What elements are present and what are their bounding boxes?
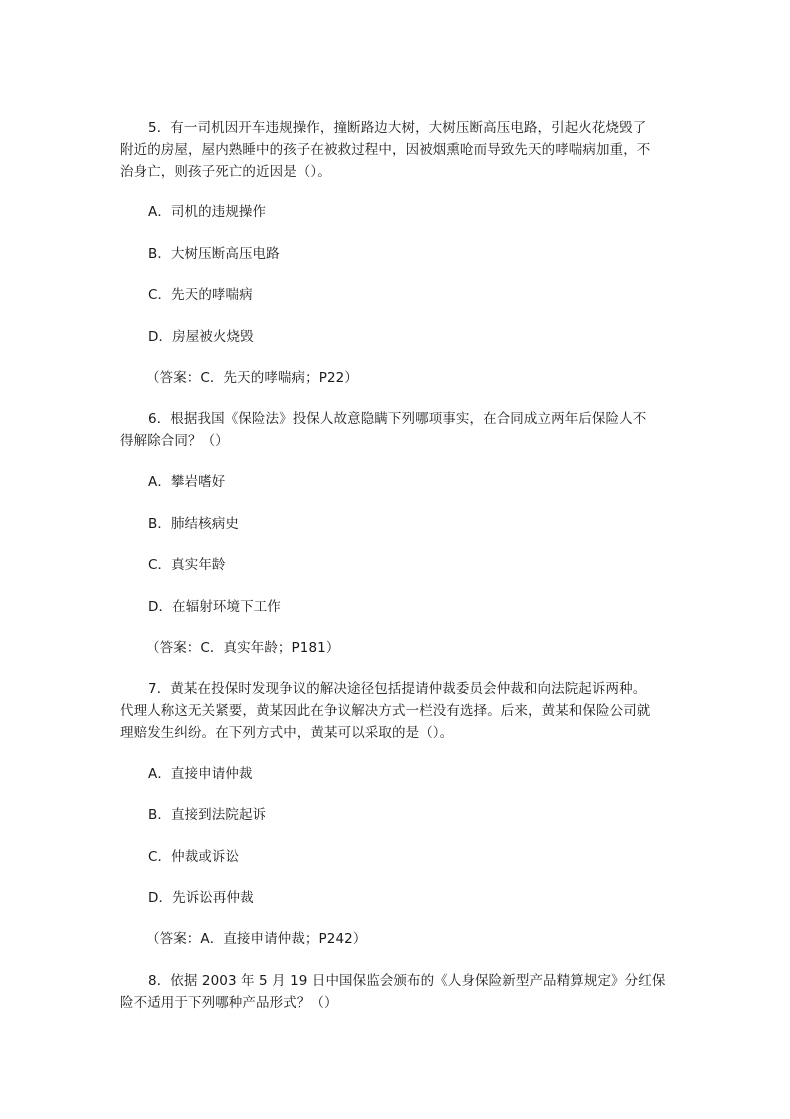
question-6-option-a: A．攀岩嗜好 xyxy=(148,474,226,490)
question-6-option-b: B．肺结核病史 xyxy=(148,516,239,532)
question-7-line-1: 7．黄某在投保时发现争议的解决途径包括提请仲裁委员会仲裁和向法院起诉两种。 xyxy=(148,681,647,697)
question-5-option-a: A．司机的违规操作 xyxy=(148,204,267,220)
question-5-answer: （答案：C．先天的哮喘病；P22） xyxy=(146,370,358,386)
question-5-line-1: 5．有一司机因开车违规操作，撞断路边大树，大树压断高压电路，引起火花烧毁了 xyxy=(148,120,647,136)
question-6-line-1: 6．根据我国《保险法》投保人故意隐瞒下列哪项事实，在合同成立两年后保险人不 xyxy=(148,411,647,427)
question-5-line-3: 治身亡，则孩子死亡的近因是（）。 xyxy=(120,164,331,180)
question-7-option-d: D．先诉讼再仲裁 xyxy=(148,890,254,906)
question-6-answer: （答案：C．真实年龄；P181） xyxy=(146,640,340,656)
question-5-option-c: C．先天的哮喘病 xyxy=(148,287,253,303)
question-8-line-1: 8．依据 2003 年 5 月 19 日中国保监会颁布的《人身保险新型产品精算规定》分红保 xyxy=(148,973,666,989)
question-7-line-3: 理赔发生纠纷。在下列方式中，黄某可以采取的是（）。 xyxy=(120,725,454,741)
question-5-line-2: 附近的房屋，屋内熟睡中的孩子在被救过程中，因被烟熏呛而导致先天的哮喘病加重，不 xyxy=(120,142,651,158)
question-7-option-a: A．直接申请仲裁 xyxy=(148,766,253,782)
question-6-line-2: 得解除合同？（） xyxy=(120,433,229,449)
question-7-option-b: B．直接到法院起诉 xyxy=(148,807,267,823)
question-7-answer: （答案：A．直接申请仲裁；P242） xyxy=(146,931,367,947)
question-6-option-c: C．真实年龄 xyxy=(148,557,226,573)
question-5-option-d: D．房屋被火烧毁 xyxy=(148,329,254,345)
question-6-option-d: D．在辐射环境下工作 xyxy=(148,599,281,615)
question-7-line-2: 代理人称这无关紧要，黄某因此在争议解决方式一栏没有选择。后来，黄某和保险公司就 xyxy=(120,703,651,719)
question-5-option-b: B．大树压断高压电路 xyxy=(148,246,280,262)
question-7-option-c: C．仲裁或诉讼 xyxy=(148,849,240,865)
question-8-line-2: 险不适用于下列哪种产品形式？（） xyxy=(120,995,338,1011)
